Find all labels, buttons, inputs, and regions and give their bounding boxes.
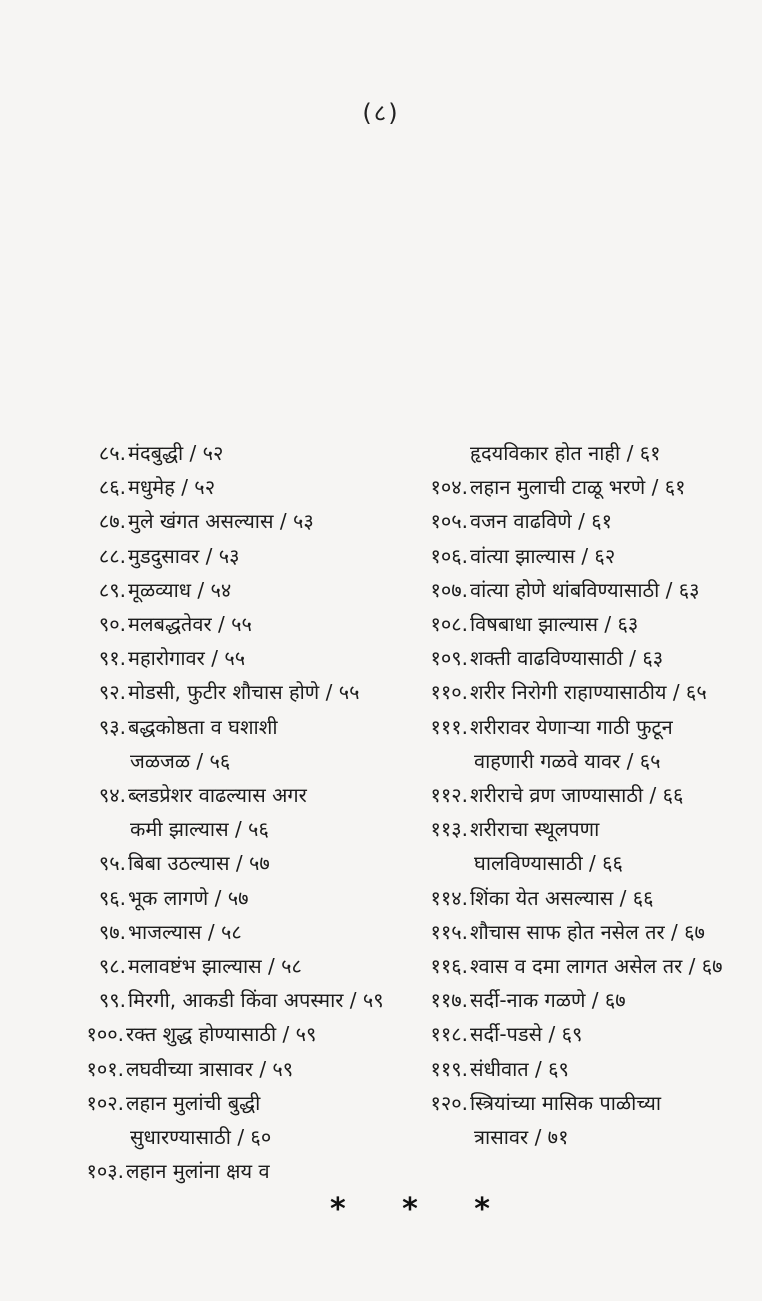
entry-number: १२०. [430, 1090, 468, 1115]
entry-number: ९०. [98, 612, 126, 637]
index-entry [80, 641, 410, 675]
entry-title: मलबद्धतेवर / ५५ [128, 612, 252, 637]
entry-title: मंदबुद्धी / ५२ [128, 441, 224, 465]
entry-title: बिबा उठल्यास / ५७ [128, 851, 270, 876]
index-entry [408, 710, 738, 744]
entry-title: शरीर निरोगी राहाण्यासाठीय / ६५ [470, 680, 707, 705]
entry-number: ८८. [98, 543, 126, 568]
index-entry [80, 915, 410, 949]
entry-title: कमी झाल्यास / ५६ [130, 817, 269, 842]
index-entry [408, 641, 738, 675]
index-entry [408, 812, 738, 846]
entry-title: लहान मुलांची बुद्धी [126, 1090, 261, 1115]
entry-number: १०१. [86, 1056, 124, 1081]
index-entry [408, 1086, 738, 1120]
entry-number: ८५. [98, 441, 126, 465]
star-icon: * [474, 1192, 490, 1227]
index-entry [408, 539, 738, 573]
entry-number: ११७. [430, 988, 468, 1013]
entry-title: मिरगी, आकडी किंवा अपस्मार / ५९ [128, 988, 384, 1013]
entry-title: वजन वाढविणे / ६१ [470, 509, 612, 534]
entry-title: जळजळ / ५६ [130, 748, 231, 773]
entry-number: ९१. [98, 646, 126, 671]
index-entry [80, 1017, 410, 1051]
index-entry [80, 539, 410, 573]
entry-number: ९५. [98, 851, 126, 876]
entry-number: ९३. [98, 714, 126, 739]
index-entry [80, 778, 410, 812]
entry-title: शिंका येत असल्यास / ६६ [470, 885, 654, 910]
index-entry [80, 504, 410, 538]
entry-title: हृदयविकार होत नाही / ६१ [470, 441, 661, 465]
entry-number: ११४. [430, 885, 468, 910]
index-entry [408, 915, 738, 949]
page-number: (८) [362, 99, 400, 127]
index-entry [80, 436, 410, 470]
entry-number: १०३. [86, 1159, 124, 1184]
entry-title: शरीराचे व्रण जाण्यासाठी / ६६ [470, 783, 684, 808]
entry-number: ११८. [430, 1022, 468, 1047]
entry-title: घालविण्यासाठी / ६६ [474, 851, 623, 876]
index-entry [408, 470, 738, 504]
index-entry-continuation [80, 744, 410, 778]
index-entry [408, 881, 738, 915]
entry-title: मूळव्याध / ५४ [128, 577, 232, 602]
index-entry-continuation [408, 846, 738, 880]
entry-number: १००. [86, 1022, 124, 1047]
index-entry [408, 573, 738, 607]
entry-title: रक्त शुद्ध होण्यासाठी / ५९ [126, 1022, 317, 1047]
entry-title: भाजल्यास / ५८ [128, 919, 242, 944]
entry-title: शक्ती वाढविण्यासाठी / ६३ [470, 646, 664, 671]
entry-title: सुधारण्यासाठी / ६० [130, 1125, 272, 1150]
entry-title: ब्लडप्रेशर वाढल्यास अगर [128, 783, 307, 808]
entry-number: १११. [430, 714, 468, 739]
index-entry-continuation [408, 744, 738, 778]
index-entry [408, 504, 738, 538]
index-entry [80, 710, 410, 744]
entry-number: ८७. [98, 509, 126, 534]
entry-number: ९७. [98, 919, 126, 944]
index-entry [80, 949, 410, 983]
entry-title: मोडसी, फुटीर शौचास होणे / ५५ [128, 680, 360, 705]
index-entry [80, 846, 410, 880]
entry-title: मुडदुसावर / ५३ [128, 543, 240, 568]
entry-title: मुले खंगत असल्यास / ५३ [128, 509, 314, 534]
index-entry [80, 1086, 410, 1120]
star-icon: * [330, 1192, 346, 1227]
index-entry [80, 881, 410, 915]
index-entry [408, 983, 738, 1017]
entry-title: शरीरावर येणाऱ्या गाठी फुटून [470, 714, 673, 739]
index-entry [408, 675, 738, 709]
entry-title: सर्दी-पडसे / ६९ [470, 1022, 583, 1047]
entry-number: ८९. [98, 577, 126, 602]
index-entry [408, 436, 738, 470]
entry-title: संधीवात / ६९ [470, 1056, 569, 1081]
index-entry [80, 1154, 410, 1188]
entry-title: श्वास व दमा लागत असेल तर / ६७ [470, 954, 723, 979]
entry-number: ९४. [98, 783, 126, 808]
index-entry [80, 607, 410, 641]
index-entry [80, 573, 410, 607]
entry-title: सर्दी-नाक गळणे / ६७ [470, 988, 626, 1013]
entry-title: मलावष्टंभ झाल्यास / ५८ [128, 954, 302, 979]
entry-number: ९८. [98, 954, 126, 979]
entry-number: १०९. [430, 646, 468, 671]
entry-number: ११२. [430, 783, 468, 808]
entry-title: वांत्या झाल्यास / ६२ [470, 543, 616, 568]
index-entry [80, 675, 410, 709]
entry-title: वाहणारी गळवे यावर / ६५ [474, 748, 661, 773]
index-entry [80, 1052, 410, 1086]
entry-title: वांत्या होणे थांबविण्यासाठी / ६३ [470, 577, 700, 602]
entry-title: स्त्रियांच्या मासिक पाळीच्या [470, 1090, 662, 1115]
entry-number: १०७. [430, 577, 468, 602]
entry-title: लघवीच्या त्रासावर / ५९ [126, 1056, 294, 1081]
entry-number: ११५. [430, 919, 468, 944]
entry-number: ९९. [98, 988, 126, 1013]
entry-title: लहान मुलांना क्षय व [126, 1159, 270, 1184]
entry-number: १०४. [430, 475, 468, 500]
entry-number: ११६. [430, 954, 468, 979]
entry-number: १०५. [430, 509, 468, 534]
entry-title: भूक लागणे / ५७ [128, 885, 249, 910]
entry-number: ८६. [98, 475, 126, 500]
entry-number: १०८. [430, 612, 468, 637]
index-column-right [408, 436, 738, 1154]
entry-number: ११९. [430, 1056, 468, 1081]
index-entry [408, 1017, 738, 1051]
end-ornament [330, 1192, 490, 1227]
entry-title: मधुमेह / ५२ [128, 475, 216, 500]
entry-number: ११०. [430, 680, 468, 705]
index-entry [408, 607, 738, 641]
entry-title: शौचास साफ होत नसेल तर / ६७ [470, 919, 705, 944]
index-entry-continuation [80, 812, 410, 846]
entry-title: शरीराचा स्थूलपणा [470, 817, 600, 842]
index-entry [408, 1052, 738, 1086]
index-entry-continuation [408, 1120, 738, 1154]
entry-title: लहान मुलाची टाळू भरणे / ६१ [470, 475, 686, 500]
entry-number: १०६. [430, 543, 468, 568]
index-entry [80, 983, 410, 1017]
index-entry [408, 949, 738, 983]
index-entry [408, 778, 738, 812]
index-column-left [80, 436, 410, 1188]
entry-number: १०२. [86, 1090, 124, 1115]
star-icon: * [402, 1192, 418, 1227]
entry-title: बद्धकोष्ठता व घशाशी [128, 714, 278, 739]
entry-title: त्रासावर / ७१ [474, 1125, 569, 1150]
entry-title: महारोगावर / ५५ [128, 646, 246, 671]
entry-title: विषबाधा झाल्यास / ६३ [470, 612, 639, 637]
index-entry [80, 470, 410, 504]
entry-number: ९६. [98, 885, 126, 910]
entry-number: ११३. [430, 817, 468, 842]
index-entry-continuation [80, 1120, 410, 1154]
entry-number: ९२. [98, 680, 126, 705]
